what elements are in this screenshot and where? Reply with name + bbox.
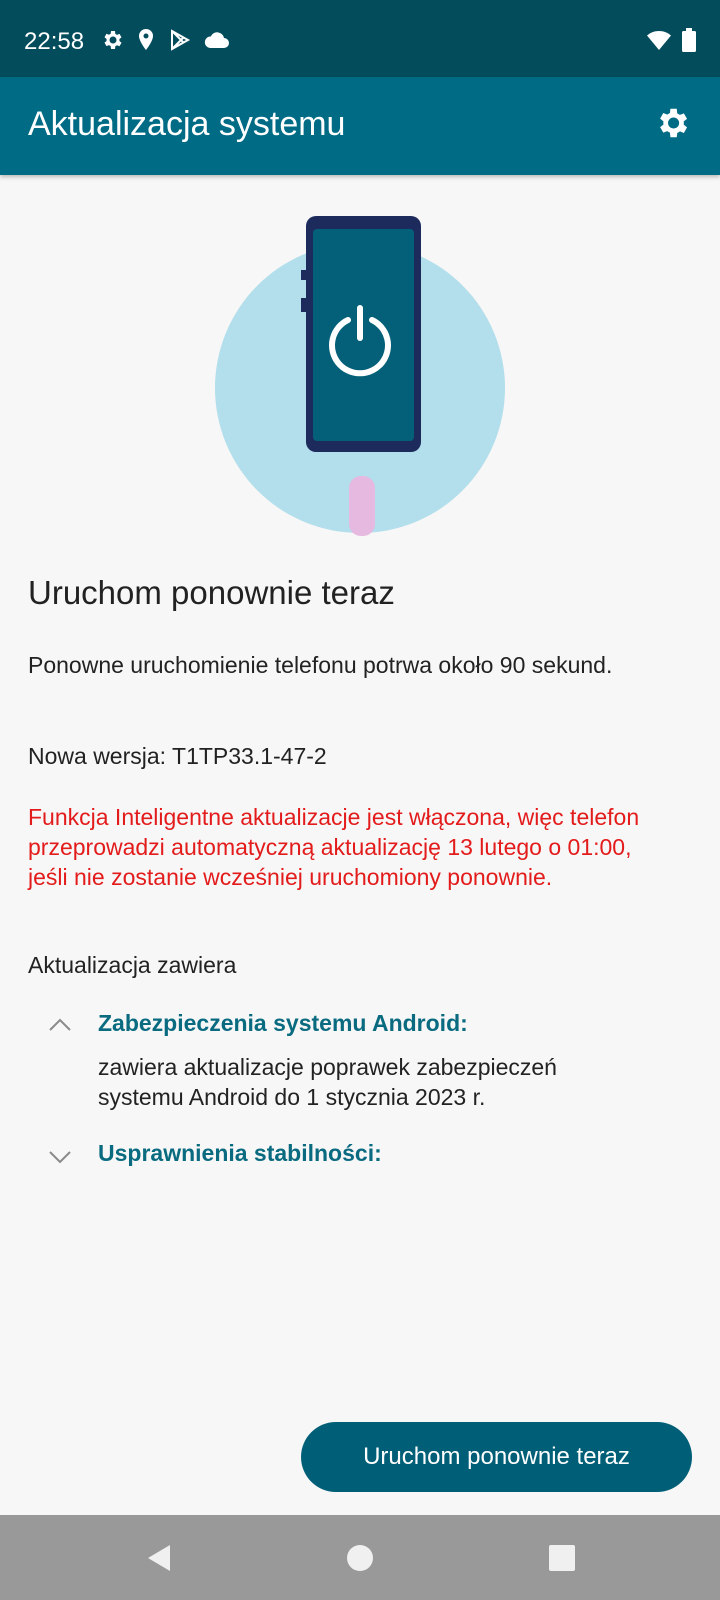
restart-heading: Uruchom ponownie teraz (28, 574, 395, 611)
navigation-bar (0, 1515, 720, 1600)
wifi-icon (646, 29, 672, 56)
recents-icon[interactable] (545, 1541, 579, 1575)
restart-now-button[interactable]: Uruchom ponownie teraz (301, 1422, 692, 1492)
restart-duration-text: Ponowne uruchomienie telefonu potrwa około 90 sekund. (28, 652, 613, 678)
gear-icon (100, 28, 124, 57)
new-version-text: Nowa wersja: T1TP33.1-47-2 (28, 743, 327, 769)
location-pin-icon (136, 28, 156, 57)
app-bar (0, 77, 720, 175)
restart-phone-illustration (212, 212, 508, 536)
update-contents-label: Aktualizacja zawiera (28, 952, 237, 978)
status-bar (0, 0, 720, 77)
status-icons-left (100, 28, 230, 57)
chevron-up-icon[interactable] (44, 1010, 76, 1042)
cloud-icon (204, 30, 230, 55)
home-icon[interactable] (343, 1541, 377, 1575)
section-title: Zabezpieczenia systemu Android: (98, 1010, 468, 1036)
page-title: Aktualizacja systemu (28, 105, 346, 143)
gear-icon (653, 104, 691, 147)
back-icon[interactable] (144, 1541, 178, 1575)
chevron-down-icon[interactable] (44, 1140, 76, 1172)
status-icons-right (646, 28, 696, 57)
section-body: zawiera aktualizacje poprawek zabezpieczeń systemu Android do 1 stycznia 2023 r. (98, 1054, 557, 1110)
section-title: Usprawnienia stabilności: (98, 1140, 382, 1166)
battery-icon (682, 28, 696, 57)
play-store-icon (168, 28, 192, 57)
settings-button[interactable] (648, 101, 696, 149)
smart-update-warning: Funkcja Inteligentne aktualizacje jest włączona, więc telefon przeprowadzi automatyczną aktualizację 13 lutego o 01:00, jeśli nie zostanie wcześniej uruchomiony ponownie. (28, 804, 640, 890)
status-time: 22:58 (24, 28, 85, 55)
